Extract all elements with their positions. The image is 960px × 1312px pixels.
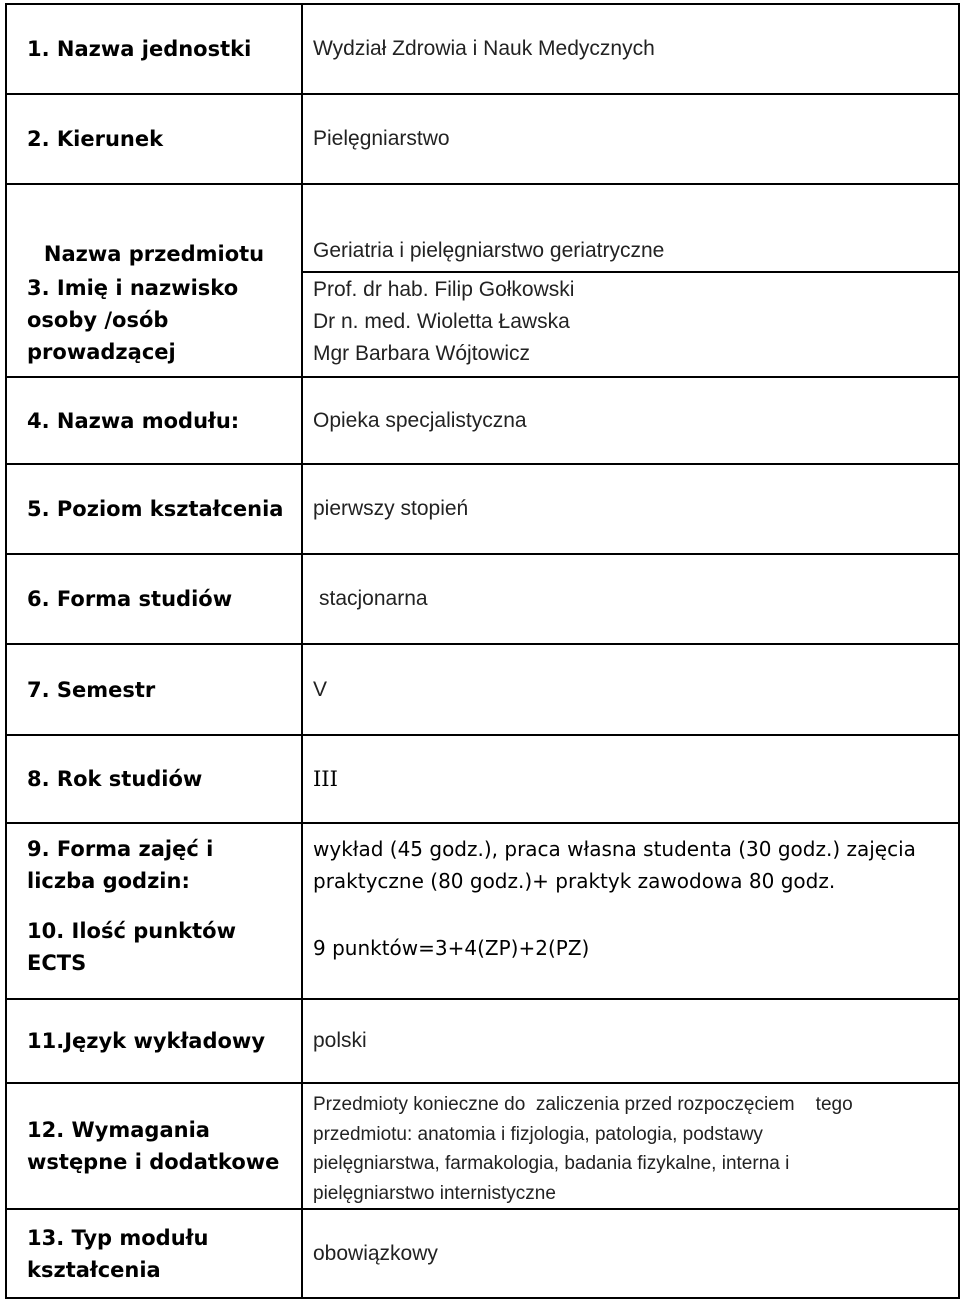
row-value: III [302,735,959,823]
label-line: 13. Typ modułu [27,1225,209,1250]
table-row [6,272,959,377]
table-row [6,94,959,184]
row-value: stacjonarna [302,554,959,644]
row-value: Wydział Zdrowia i Nauk Medycznych [302,4,959,94]
table-row [6,464,959,554]
value-line: praktyczne (80 godz.)+ praktyk zawodowa 80 godz. [313,869,836,893]
table-row [6,905,959,999]
label-line: kształcenia [27,1257,161,1282]
row-value: obowiązkowy [302,1209,959,1298]
table-row [6,4,959,94]
row-value: Geriatria i pielęgniarstwo geriatryczne [302,184,959,272]
label-line: 10. Ilość punktów [27,918,236,943]
label-line: 3. Imię i nazwisko [27,276,239,300]
table-row [6,1209,959,1298]
value-line: Przedmioty konieczne do zaliczenia przed rozpoczęciem tego [313,1094,853,1115]
row-value: Opieka specjalistyczna [302,377,959,464]
row-label [6,272,302,377]
label-line: 9. Forma zajęć i [27,837,214,861]
row-label: 8. Rok studiów [6,735,302,823]
value-line: Dr n. med. Wioletta Ławska [313,309,570,333]
value-line: Mgr Barbara Wójtowicz [313,341,531,365]
label-line: 12. Wymagania [27,1118,210,1142]
value-line: pielęgniarstwo internistyczne [313,1182,556,1204]
row-label: 6. Forma studiów [6,554,302,644]
row-label [6,1083,302,1209]
table-row [6,554,959,644]
label-line: prowadzącej [27,340,176,364]
label-line: wstępne i dodatkowe [27,1150,280,1174]
course-info-table [5,3,960,1299]
row-value: pierwszy stopień [302,464,959,554]
row-label: 7. Semestr [6,644,302,735]
row-value [302,1083,959,1209]
table-row [6,1083,959,1209]
label-line: liczba godzin: [27,869,190,893]
row-label [6,823,302,905]
label-line: osoby /osób [27,308,169,332]
table-row [6,999,959,1083]
row-label [6,905,302,999]
row-label: 5. Poziom kształcenia [6,464,302,554]
table-row [6,377,959,464]
row-value: 9 punktów=3+4(ZP)+2(PZ) [302,905,959,999]
row-value: Pielęgniarstwo [302,94,959,184]
row-label: 2. Kierunek [6,94,302,184]
label-line: ECTS [27,950,87,975]
row-label: 11.Język wykładowy [6,999,302,1083]
row-value: polski [302,999,959,1083]
row-label: 4. Nazwa modułu: [6,377,302,464]
value-line: wykład (45 godz.), praca własna studenta (30 godz.) zajęcia [313,837,916,861]
row-value [302,823,959,905]
value-line: przedmiotu: anatomia i fizjologia, patologia, podstawy [313,1123,763,1145]
row-value: V [302,644,959,735]
value-line: Prof. dr hab. Filip Gołkowski [313,277,575,301]
table-row [6,184,959,272]
course-syllabus-sheet [5,3,958,1299]
row-value [302,272,959,377]
table-row [6,823,959,905]
row-label [6,1209,302,1298]
row-label: 1. Nazwa jednostki [6,4,302,94]
table-row [6,735,959,823]
value-line: pielęgniarstwa, farmakologia, badania fizykalne, interna i [313,1153,790,1174]
table-row [6,644,959,735]
row-label: Nazwa przedmiotu [6,184,302,272]
